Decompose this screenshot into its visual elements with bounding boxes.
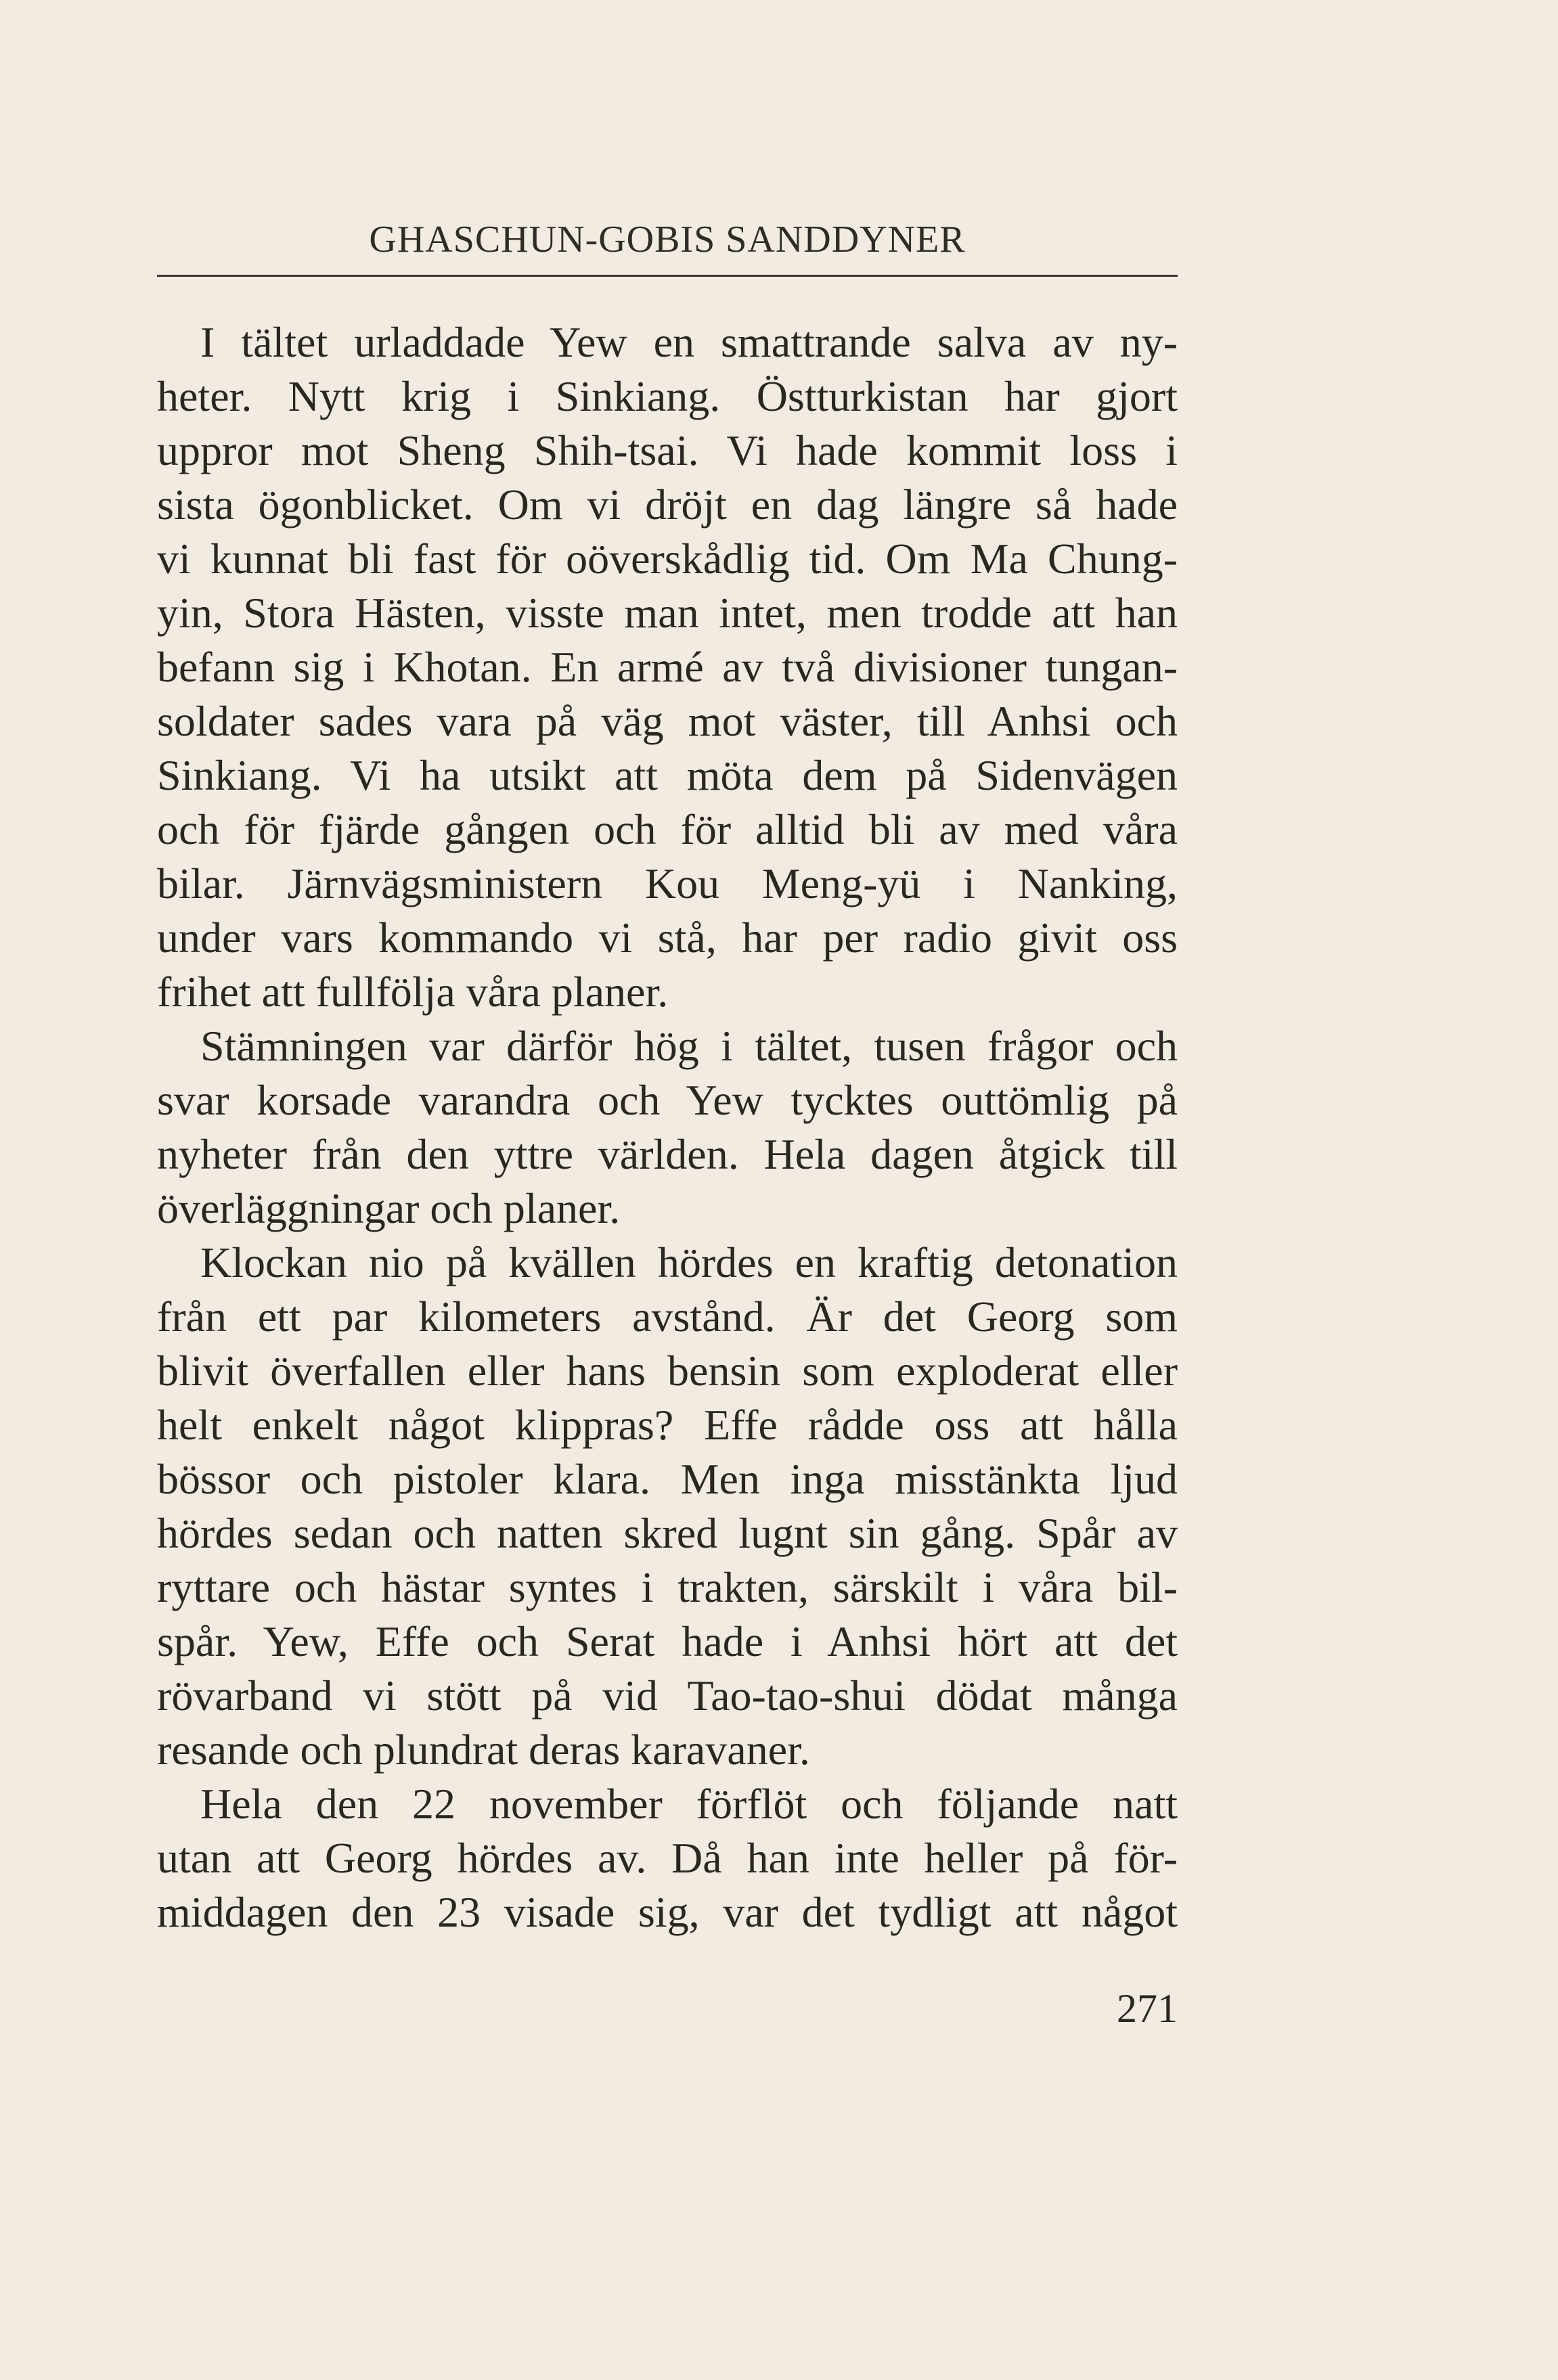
text-line: uppror mot Sheng Shih-tsai. Vi hade kommit loss i <box>157 426 1178 474</box>
text-line: befann sig i Khotan. En armé av två divisioner tungan- <box>157 643 1178 691</box>
text-line: överläggningar och planer. <box>157 1184 621 1232</box>
text-line: bössor och pistoler klara. Men inga misstänkta ljud <box>157 1455 1178 1503</box>
text-line: Stämningen var därför hög i tältet, tusen frågor och <box>200 1022 1178 1070</box>
text-line: vi kunnat bli fast för oöverskådlig tid. Om Ma Chung- <box>157 535 1178 583</box>
text-line: resande och plundrat deras karavaner. <box>157 1726 810 1774</box>
text-line: utan att Georg hördes av. Då han inte heller på för- <box>157 1834 1178 1882</box>
text-line: bilar. Järnvägsministern Kou Meng-yü i Nanking, <box>157 859 1178 907</box>
body-text <box>157 315 1178 1939</box>
text-line: Hela den 22 november förflöt och följande natt <box>200 1780 1178 1828</box>
text-line: helt enkelt något klippras? Effe rådde oss att hålla <box>157 1401 1178 1449</box>
text-line: under vars kommando vi stå, har per radio givit oss <box>157 914 1178 962</box>
text-line: Klockan nio på kvällen hördes en kraftig detonation <box>200 1238 1178 1286</box>
text-line: blivit överfallen eller hans bensin som exploderat eller <box>157 1347 1178 1395</box>
header-rule <box>157 275 1178 277</box>
text-line: ryttare och hästar syntes i trakten, särskilt i våra bil- <box>157 1563 1178 1611</box>
text-line: soldater sades vara på väg mot väster, till Anhsi och <box>157 697 1178 745</box>
text-line: middagen den 23 visade sig, var det tydligt att något <box>157 1888 1178 1936</box>
text-line: yin, Stora Hästen, visste man intet, men trodde att han <box>157 589 1178 637</box>
running-head: GHASCHUN-GOBIS SANDDYNER <box>369 219 966 261</box>
text-line: sista ögonblicket. Om vi dröjt en dag längre så hade <box>157 480 1178 529</box>
text-line: hördes sedan och natten skred lugnt sin gång. Spår av <box>157 1509 1178 1557</box>
text-line: rövarband vi stött på vid Tao-tao-shui dödat många <box>157 1671 1178 1720</box>
text-line: nyheter från den yttre världen. Hela dagen åtgick till <box>157 1130 1178 1178</box>
text-line: Sinkiang. Vi ha utsikt att möta dem på Sidenvägen <box>157 751 1178 799</box>
text-line: frihet att fullfölja våra planer. <box>157 968 669 1016</box>
text-line: spår. Yew, Effe och Serat hade i Anhsi hört att det <box>157 1617 1178 1665</box>
page-number: 271 <box>1117 1986 1178 2031</box>
text-line: svar korsade varandra och Yew tycktes outtömlig på <box>157 1076 1178 1124</box>
text-line: och för fjärde gången och för alltid bli av med våra <box>157 805 1178 853</box>
text-line: I tältet urladdade Yew en smattrande salva av ny- <box>200 318 1178 366</box>
text-line: heter. Nytt krig i Sinkiang. Östturkistan har gjort <box>157 372 1178 420</box>
text-line: från ett par kilometers avstånd. Är det Georg som <box>157 1293 1178 1341</box>
